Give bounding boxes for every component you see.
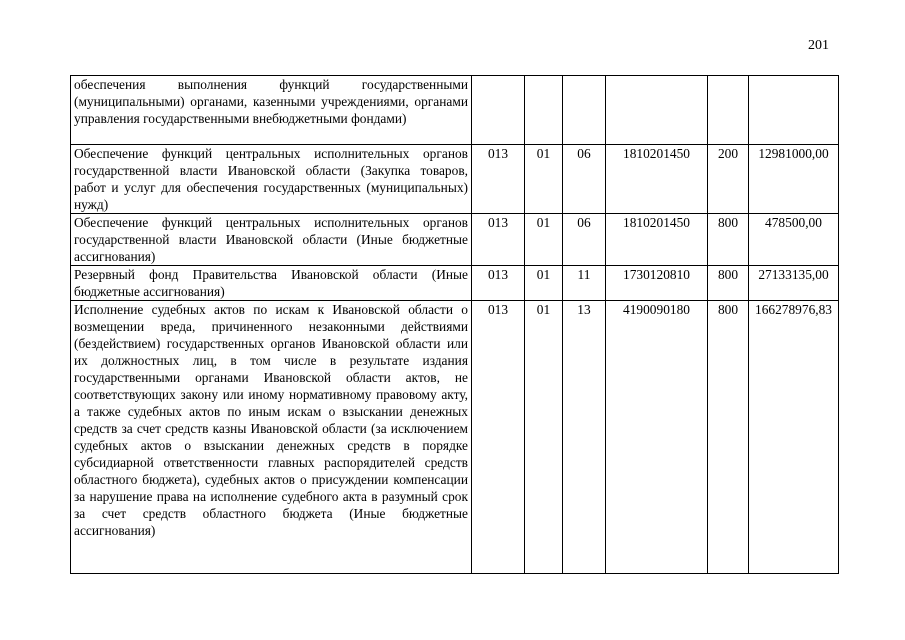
table-row	[71, 266, 839, 301]
section-code: 01	[525, 214, 563, 266]
amount: 27133135,00	[749, 266, 839, 301]
expense-type-code: 200	[708, 145, 749, 214]
section-code	[525, 76, 563, 145]
page-number: 201	[808, 38, 829, 53]
row-description: Обеспечение функций центральных исполнительных органов государственной власти Ивановской области (Закупка товаров, работ и услуг для обеспечения государственных (муниципальных) нужд)	[71, 145, 472, 214]
table-row	[71, 76, 839, 145]
table-row	[71, 145, 839, 214]
ministry-code: 013	[472, 301, 525, 574]
target-article-code: 1730120810	[606, 266, 708, 301]
target-article-code: 4190090180	[606, 301, 708, 574]
section-code: 01	[525, 301, 563, 574]
row-description: Резервный фонд Правительства Ивановской области (Иные бюджетные ассигнования)	[71, 266, 472, 301]
subsection-code: 11	[563, 266, 606, 301]
ministry-code: 013	[472, 214, 525, 266]
expense-type-code: 800	[708, 214, 749, 266]
subsection-code	[563, 76, 606, 145]
subsection-code: 06	[563, 214, 606, 266]
subsection-code: 13	[563, 301, 606, 574]
expense-type-code: 800	[708, 301, 749, 574]
row-description: Обеспечение функций центральных исполнительных органов государственной власти Ивановской области (Иные бюджетные ассигнования)	[71, 214, 472, 266]
amount: 166278976,83	[749, 301, 839, 574]
expense-type-code: 800	[708, 266, 749, 301]
budget-table	[70, 75, 839, 574]
table-row	[71, 214, 839, 266]
subsection-code: 06	[563, 145, 606, 214]
ministry-code: 013	[472, 145, 525, 214]
ministry-code: 013	[472, 266, 525, 301]
target-article-code: 1810201450	[606, 145, 708, 214]
amount	[749, 76, 839, 145]
table-row	[71, 301, 839, 574]
row-description: обеспечения выполнения функций государственными (муниципальными) органами, казенными учреждениями, органами управления государственными внебюджетными фондами)	[71, 76, 472, 145]
amount: 12981000,00	[749, 145, 839, 214]
amount: 478500,00	[749, 214, 839, 266]
ministry-code	[472, 76, 525, 145]
target-article-code	[606, 76, 708, 145]
expense-type-code	[708, 76, 749, 145]
row-description: Исполнение судебных актов по искам к Ивановской области о возмещении вреда, причиненного незаконными действиями (бездействием) государственных органов Ивановской области или их должностных лиц, в том числе в результате издания государственными органами Ивановской области актов, не соответствующих закону или иному нормативному правовому акту, а также судебных актов по иным искам о взыскании денежных средств за счет средств казны Ивановской области (за исключением судебных актов о взыскании денежных средств в порядке субсидиарной ответственности главных распорядителей средств областного бюджета), судебных актов о присуждении компенсации за нарушение права на исполнение судебного акта в разумный срок за счет средств областного бюджета (Иные бюджетные ассигнования)	[71, 301, 472, 574]
target-article-code: 1810201450	[606, 214, 708, 266]
section-code: 01	[525, 266, 563, 301]
section-code: 01	[525, 145, 563, 214]
